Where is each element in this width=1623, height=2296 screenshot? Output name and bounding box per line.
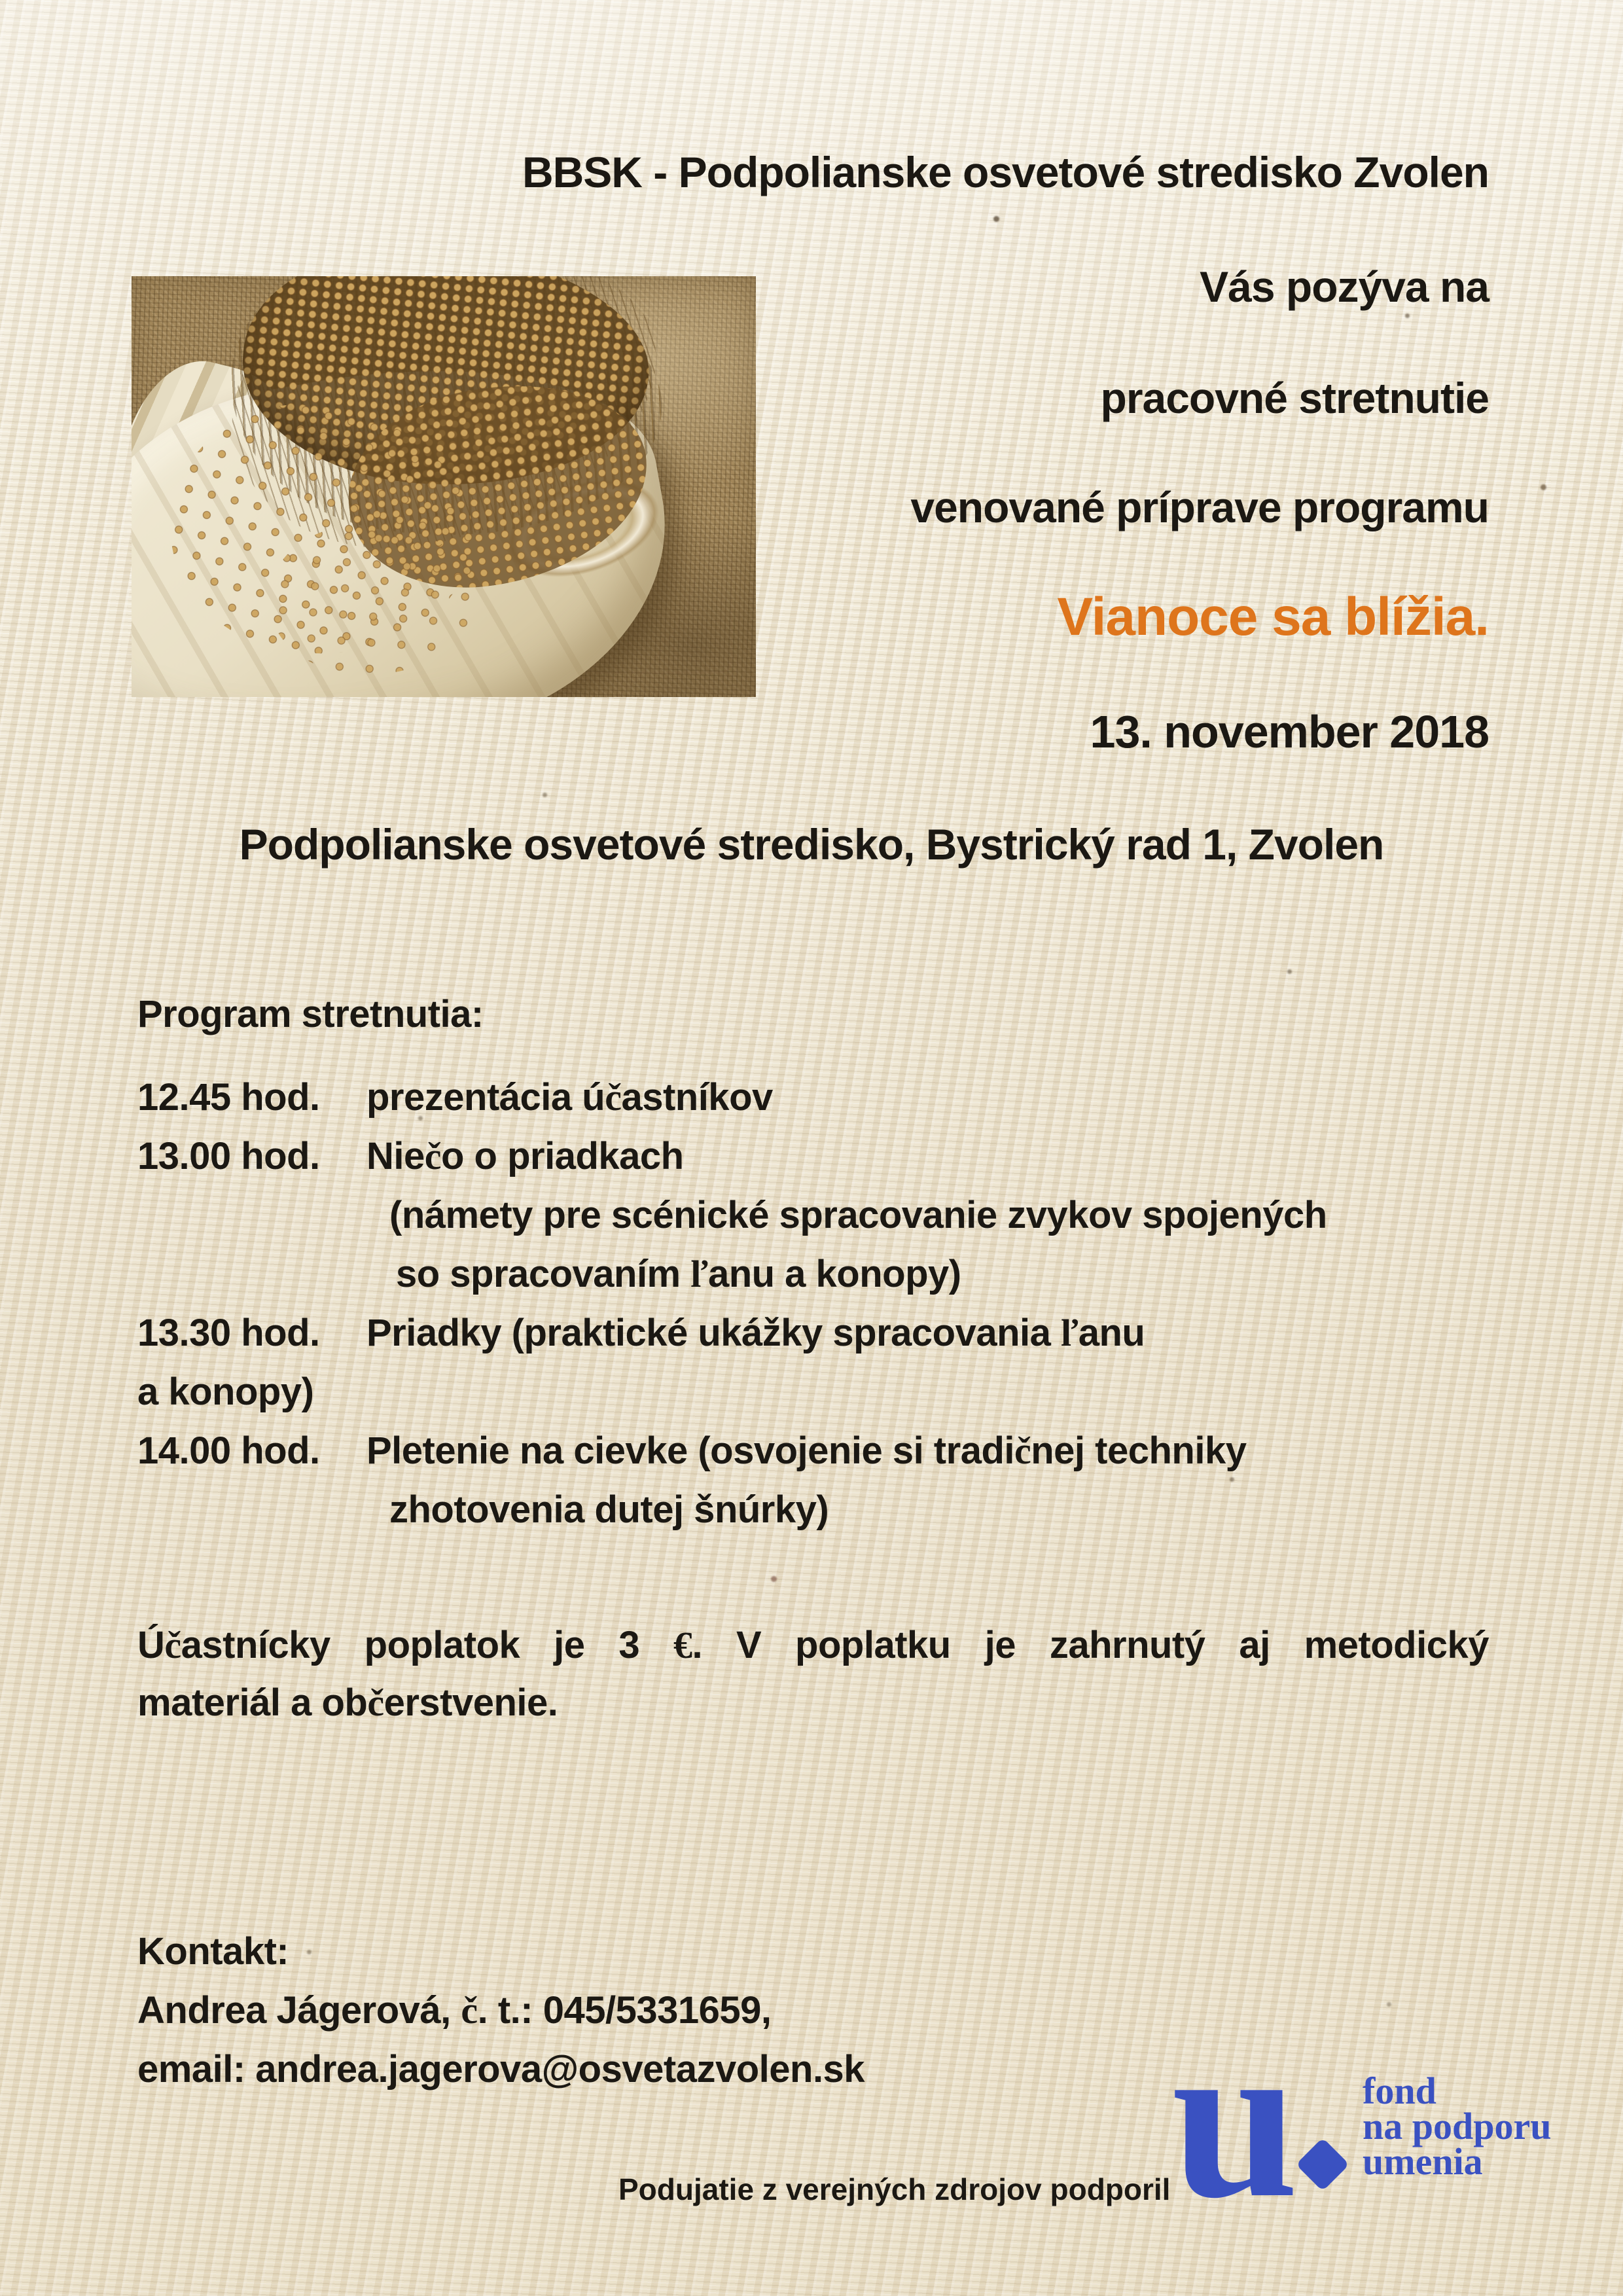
invite-line-1: Vás pozýva na bbox=[1200, 262, 1489, 311]
program-row-continuation: zhotovenia dutej šnúrky) bbox=[389, 1488, 829, 1531]
program-text: Niečo o priadkach bbox=[366, 1135, 684, 1177]
diamond-dot-icon bbox=[1296, 2138, 1349, 2191]
fee-line-1: Účastnícky poplatok je 3 €. V poplatku je zahrnutý aj metodický bbox=[137, 1624, 1489, 1666]
fpu-logo-text bbox=[1363, 2070, 1552, 2183]
program-time: 13.30 hod. bbox=[137, 1312, 320, 1354]
invite-line-2: pracovné stretnutie bbox=[1100, 374, 1489, 422]
program-text: Pletenie na cievke (osvojenie si tradičnej techniky bbox=[366, 1429, 1247, 1472]
org-title: BBSK - Podpolianske osvetové stredisko Zvolen bbox=[522, 148, 1489, 196]
program-row bbox=[137, 1077, 773, 1119]
program-row-continuation: so spracovaním ľanu a konopy) bbox=[396, 1253, 961, 1295]
fpu-logo-mark: u bbox=[1171, 1991, 1299, 2245]
program-row bbox=[137, 1136, 684, 1177]
flax-photo bbox=[132, 276, 756, 697]
contact-email: email: andrea.jagerova@osvetazvolen.sk bbox=[137, 2048, 865, 2090]
contact-heading: Kontakt: bbox=[137, 1930, 289, 1973]
program-time: 14.00 hod. bbox=[137, 1429, 320, 1472]
event-name: Vianoce sa blížia. bbox=[1057, 587, 1489, 647]
fabric-specks bbox=[0, 0, 3, 3]
contact-name-phone: Andrea Jágerová, č. t.: 045/5331659, bbox=[137, 1989, 772, 2032]
fee-line-2: materiál a občerstvenie. bbox=[137, 1681, 558, 1724]
program-row bbox=[137, 1312, 1145, 1354]
program-time: 12.45 hod. bbox=[137, 1076, 320, 1119]
fpu-logo-line: fond bbox=[1363, 2070, 1436, 2112]
program-heading: Program stretnutia: bbox=[137, 993, 484, 1035]
public-funding-note: Podujatie z verejných zdrojov podporil bbox=[618, 2172, 1171, 2206]
fpu-logo-line: na podporu bbox=[1363, 2105, 1552, 2147]
program-text: Priadky (praktické ukážky spracovania ľanu bbox=[366, 1312, 1145, 1354]
program-time: 13.00 hod. bbox=[137, 1135, 320, 1177]
event-date: 13. november 2018 bbox=[1090, 706, 1489, 757]
program-row-continuation: (námety pre scénické spracovanie zvykov spojených bbox=[389, 1194, 1327, 1236]
program-text: prezentácia účastníkov bbox=[366, 1076, 773, 1119]
program-row-continuation: a konopy) bbox=[137, 1371, 314, 1413]
program-row bbox=[137, 1430, 1246, 1472]
fpu-logo-line: umenia bbox=[1363, 2140, 1483, 2183]
venue-line: Podpolianske osvetové stredisko, Bystrický rad 1, Zvolen bbox=[239, 820, 1384, 869]
invite-line-3: venované príprave programu bbox=[910, 483, 1489, 531]
